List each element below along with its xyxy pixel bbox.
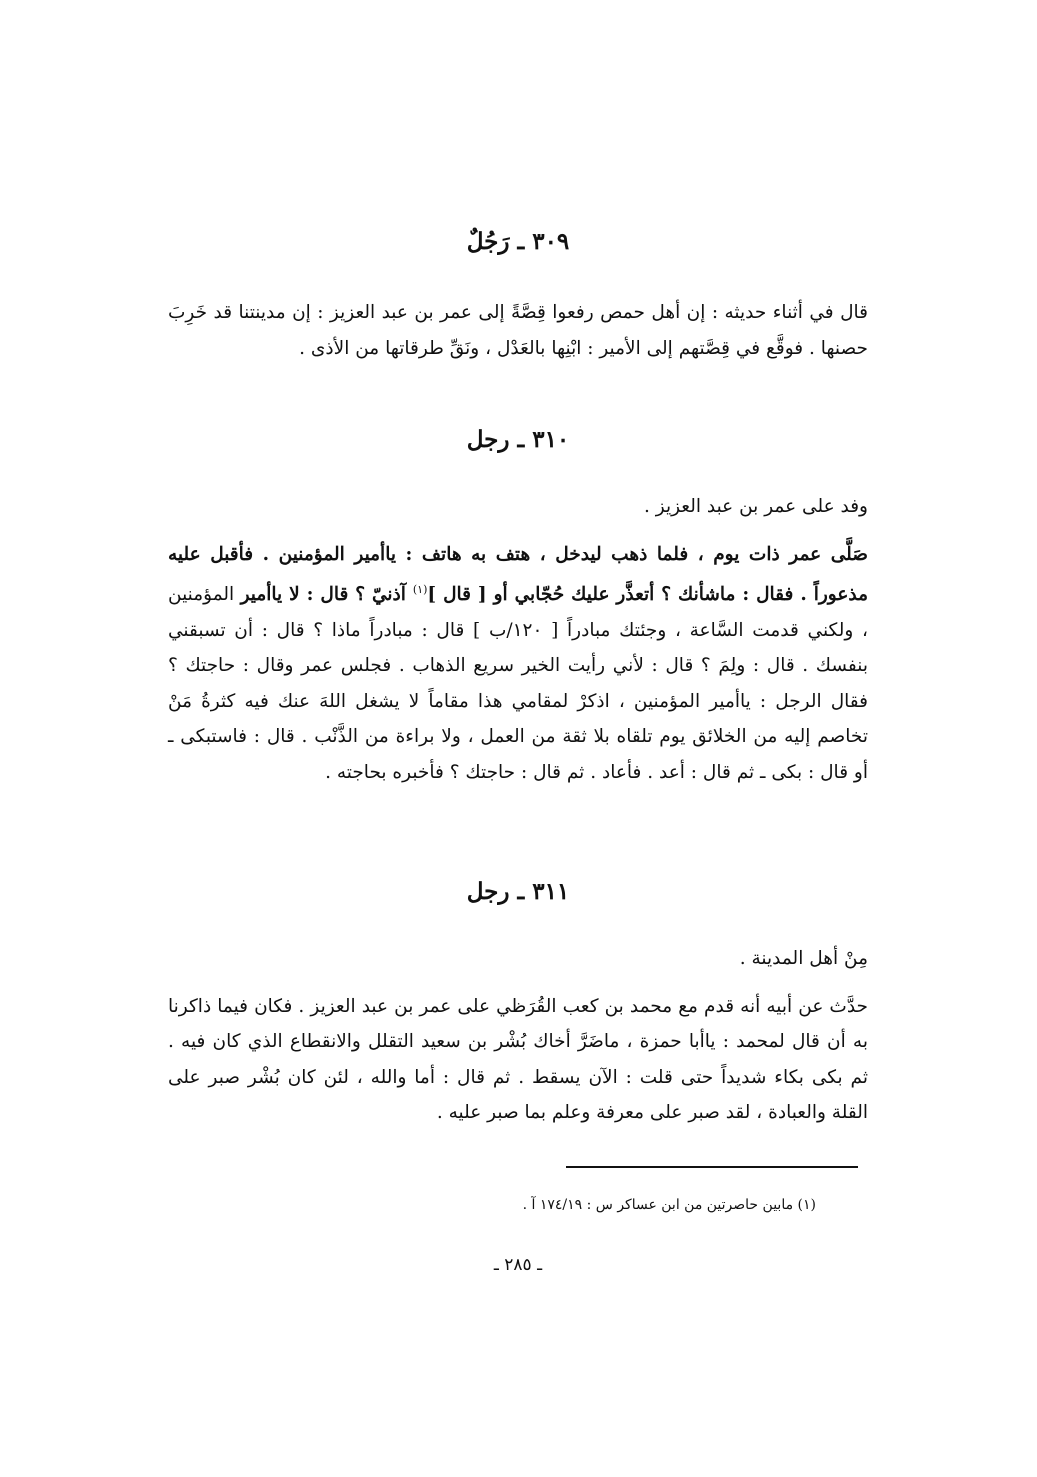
footnote-divider [566, 1166, 858, 1168]
bold-text: آذنيّ ؟ قال : لا ياأمير [240, 584, 413, 606]
entry-paragraph: قال في أثناء حديثه : إن أهل حمص رفعوا قِصَّةً إلى عمر بن عبد العزيز : إن مدينتنا قد خَرِبَ حصنها . فوقَّع في قِصَّتهم إلى الأمير : ابْنِها بالعَدْل ، ونَقِّ طرقاتها من الأذى . [168, 302, 868, 359]
footnote-marker: (١) [412, 583, 428, 596]
entry-lead: وفد على عمر بن عبد العزيز . [643, 496, 868, 517]
entry-title: ٣٠٩ ـ رَجُلٌ [466, 228, 570, 255]
entry-lead: مِنْ أهل المدينة . [739, 948, 868, 969]
entry-paragraph: حدَّث عن أبيه أنه قدم مع محمد بن كعب القُرَظي على عمر بن عبد العزيز . فكان فيما ذاكرنا به أن قال لمحمد : ياأبا حمزة ، ماضَرَّ أخاك بُشْر بن سعيد التقلل والانقطاع الذي كان فيه . ثم بكى بكاء شديداً حتى قلت : الآن يسقط . ثم قال : أما والله ، لئن كان بُشْر صبر على القلة والعبادة ، لقد صبر على معرفة وعلم بما صبر عليه . [168, 995, 868, 1123]
bold-text: صَلَّى عمر ذات يوم ، فلما ذهب ليدخل ، هتف به هاتف : ياأمير المؤمنين . فأقبل عليه مذعوراً . فقال : ماشأنك ؟ أتعذَّر عليك حُجّابي أو [ قال ] [168, 543, 868, 606]
entry-title: ٣١٠ ـ رجل [466, 426, 570, 453]
entry-309 [168, 222, 868, 366]
entry-title: ٣١١ ـ رجل [466, 878, 570, 905]
entry-311 [168, 872, 868, 1131]
plain-text: المؤمنين ، ولكني قدمت السَّاعة ، وجئتك مبادراً [ ١٢٠/ب ] قال : مبادراً ماذا ؟ قال : أن تسبقني بنفسك . قال : ولِمَ ؟ قال : لأني رأيت الخير سريع الذهاب . فجلس عمر وقال : حاجتك ؟ فقال الرجل : ياأمير المؤمنين ، اذكرْ لمقامي هذا مقاماً لا يشغل اللهَ عنك فيه كثرةُ مَنْ تخاصم إليه من الخلائق يوم تلقاه بلا ثقة من العمل ، ولا براءة من الذَّنْب . قال : فاستبكى ـ أو قال : بكى ـ ثم قال : أعد . فأعاد . ثم قال : حاجتك ؟ فأخبره بحاجته . [168, 584, 868, 783]
entry-310 [168, 420, 868, 790]
entry-paragraph [168, 537, 868, 791]
footnote: (١) مابين حاصرتين من ابن عساكر س : ١٧٤/١٩ آ . [522, 1197, 816, 1213]
page-number: ـ ٢٨٥ ـ [493, 1255, 543, 1275]
